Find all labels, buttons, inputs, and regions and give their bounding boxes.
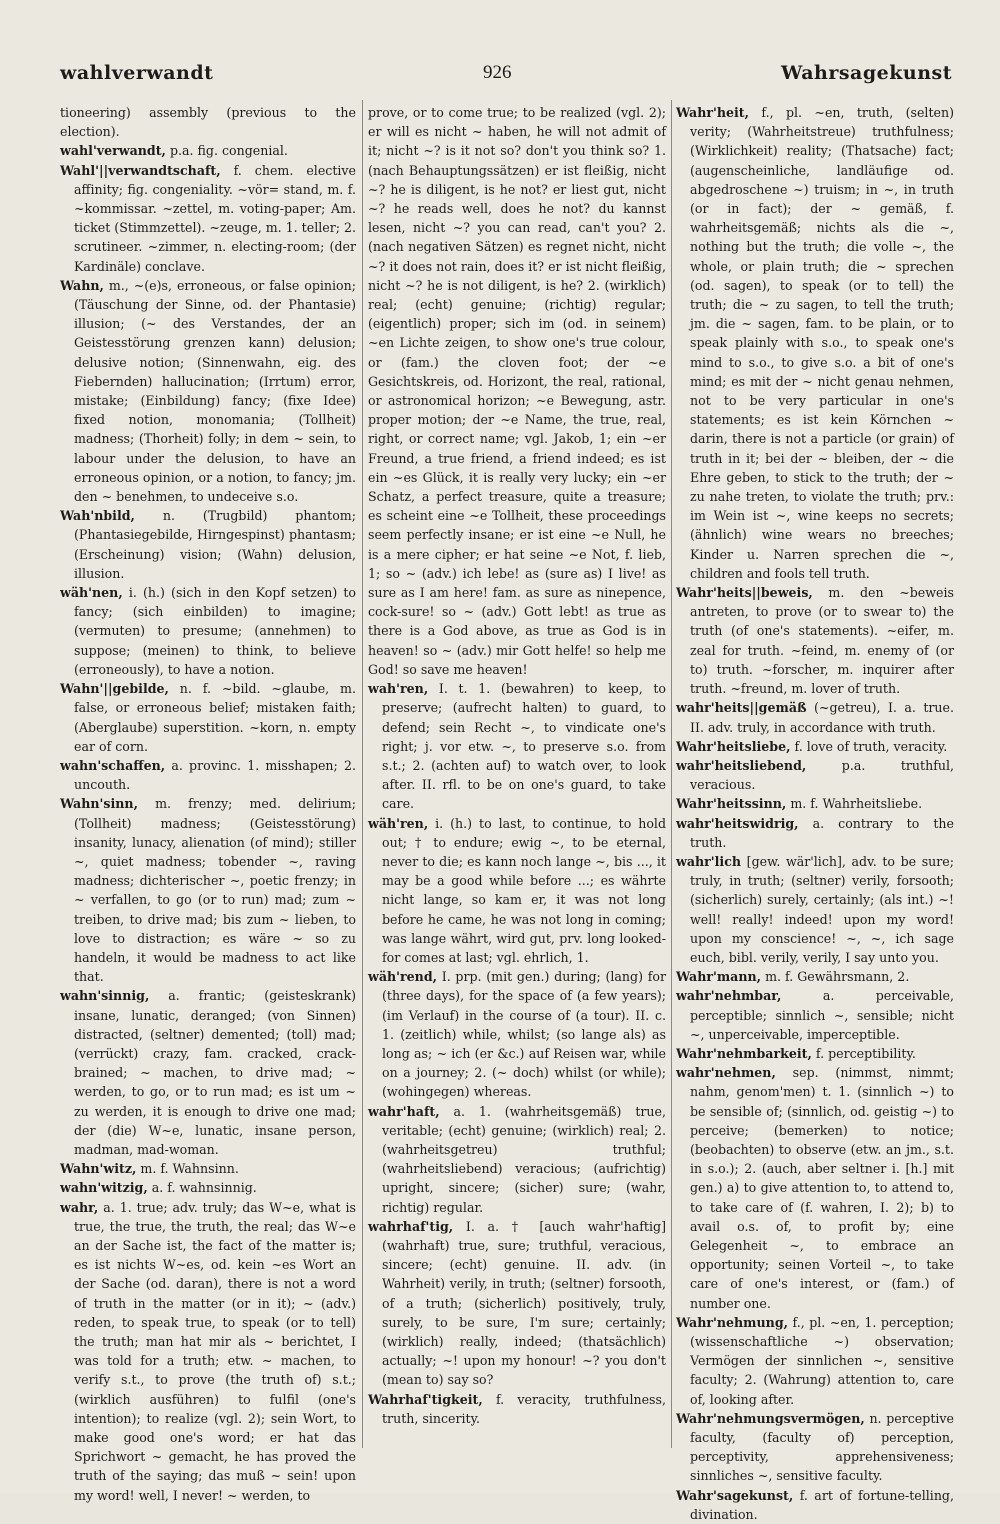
entry-headword: Wahn'witz,: [60, 1161, 137, 1177]
dictionary-entry: [676, 103, 954, 583]
entry-headword: Wahn'||gebilde,: [60, 681, 169, 697]
entry-definition: (~getreu), I. a. true. II. adv. truly, in accordance with truth.: [690, 700, 954, 735]
entry-headword: wahr'heits||gemäß: [676, 700, 807, 716]
dictionary-entry: [676, 737, 954, 756]
entry-headword: wahn'sinnig,: [60, 988, 150, 1004]
entry-headword: wahn'schaffen,: [60, 757, 166, 773]
entry-definition: sep. (nimmst, nimmt; nahm, genom'men) t. 1. (sinnlich ~) to be sensible of; (sinnlich, od. geistig ~) to perceive; (bemerken) to notice; (beobachten) to observe (etw. an jm., s.t. in s.o.); 2. (auch, aber seltner i. [h.] mit gen.) a) to give attention to, to attend to, to take care of (f. wahren, I. 2); b) to avail o.s. of, to profit by; eine Gelegenheit ~, to embrace an opportunity; seinen Vorteil ~, to take care of one's interest, or (fam.) of number one.: [690, 1065, 954, 1311]
dictionary-entry: [676, 583, 954, 698]
dictionary-entry: [60, 161, 356, 276]
entry-definition: m., ~(e)s, erroneous, or false opinion; (Täuschung der Sinne, od. der Phantasie) illusion; (~ des Verstandes, der an Geistesstörung grenzen kann) delusion; delusive notion; (Sinnenwahn, eig. des Fiebernden) hallucination; (Irrtum) error, mistake; (Einbildung) fancy; (fixe Idee) fixed notion, monomania; (Tollheit) madness; (Thorheit) folly; in dem ~ sein, to labour under the delusion, to have an erroneous opinion, or a notion, to fancy; jm. den ~ benehmen, to undeceive s.o.: [74, 277, 356, 505]
entry-headword: wahr'nehmen,: [676, 1065, 776, 1081]
entry-definition: a. f. wahnsinnig.: [151, 1180, 257, 1196]
column-divider: [671, 100, 672, 1448]
entry-definition: i. (h.) to last, to continue, to hold out; † to endure; ewig ~, to be eternal, never to die; es kann noch lange ~, bis ..., it may be a good while before ...; es währte nicht lange, so kam er, it was not long before he came, he was not long in coming; was lange währt, wird gut, prv. long looked-for comes at last; vgl. ehrlich, 1.: [382, 815, 666, 965]
entry-definition: a. perceivable, perceptible; sinnlich ~, sensible; nicht ~, unperceivable, imperceptible.: [690, 988, 954, 1042]
entry-headword: wäh'rend,: [368, 969, 438, 985]
dictionary-entry: [60, 506, 356, 583]
entry-definition: m. frenzy; med. delirium; (Tollheit) madness; (Geistesstörung) insanity, lunacy, alienation (of mind); stiller ~, quiet madness; tobender ~, raving madness; dichterischer ~, poetic frenzy; in ~ verfallen, to go (or to run) mad; zum ~ treiben, to drive mad; bis zum ~ lieben, to love to distraction; es wäre ~ so zu handeln, it would be madness to act like that.: [74, 796, 356, 985]
entry-headword: Wahn,: [60, 277, 104, 293]
entry-headword: Wahl'||verwandtschaft,: [60, 162, 221, 178]
dictionary-entry: [60, 103, 356, 141]
entry-headword: Wahr'heitssinn,: [676, 796, 787, 812]
dictionary-entry: [60, 679, 356, 756]
dictionary-entry: [676, 756, 954, 794]
entry-definition: f. chem. elective affinity; fig. congeniality. ~vör= stand, m. f. ~kommissar. ~zettel, m. voting-paper; Am. ticket (Stimmzettel). ~zeuge, m. 1. teller; 2. scrutineer. ~zimmer, n. electing-room; (der Kardinäle) conclave.: [74, 162, 356, 274]
entry-headword: wäh'nen,: [60, 585, 123, 601]
entry-definition: p.a. truthful, veracious.: [690, 757, 954, 793]
dictionary-entry: [60, 1178, 356, 1197]
entry-definition: a. 1. (wahrheitsgemäß) true, veritable; (echt) genuine; (wirklich) real; 2. (wahrheitsgetreu) truthful; (wahrheitsliebend) veracious; (aufrichtig) upright, sincere; (sicher) sure; (wahr, richtig) regular.: [382, 1103, 666, 1215]
entry-definition: a. 1. true; adv. truly; das W~e, what is true, the true, the truth, the real; das W~e an der Sache ist, the fact of the matter is; es ist nichts W~es, od. kein ~es Wort an der Sache (od. daran), there is not a word of truth in the matter (or in it); ~ (adv.) reden, to speak true, to speak (or to tell) the truth; man hat mir als ~ berichtet, I was told for a truth; etw. ~ machen, to verify s.t., to prove (the truth of) s.t.; (wirklich ausführen) to fulfil (one's intention); to realize (vgl. 2); sein Wort, to make good one's word; er hat das Sprichwort ~ gemacht, he has proved the truth of the saying; das muß ~ sein! upon my word! well, I never! ~ werden, to: [74, 1199, 356, 1503]
dictionary-entry: [676, 1486, 954, 1524]
entry-headword: Wahr'sagekunst,: [676, 1487, 794, 1503]
entry-headword: wahr'nehmbar,: [676, 988, 782, 1004]
dictionary-entry: [60, 986, 356, 1159]
dictionary-entry: [60, 276, 356, 506]
entry-definition: I. a. † [auch wahr'haftig] (wahrhaft) true, sure; truthful, veracious, sincere; (echt) genuine. II. adv. (in Wahrheit) verily, in truth; (seltner) forsooth, of a truth; (sicherlich) positively, truly, surely, to be sure, I'm sure; certainly; (wirklich) really, indeed; (thatsächlich) actually; ~! upon my honour! ~? you don't (mean to) say so?: [382, 1218, 666, 1388]
entry-definition: m. f. Wahrheitsliebe.: [790, 796, 923, 812]
dictionary-entry: [676, 698, 954, 736]
dictionary-entry: [60, 583, 356, 679]
entry-headword: wahl'verwandt,: [60, 143, 166, 159]
dictionary-entry: [368, 1390, 666, 1428]
entry-definition: I. prp. (mit gen.) during; (lang) for (three days), for the space of (a few years); (im Verlauf) in the course of (a tour). II. c. 1. (zeitlich) while, whilst; (so lange als) as long as; ~ ich (er &c.) auf Reisen war, while on a journey; 2. (~ doch) whilst (or while); (wohingegen) whereas.: [382, 969, 666, 1100]
entry-headword: wahr'heitswidrig,: [676, 815, 799, 831]
entry-headword: wahrhaf'tig,: [368, 1218, 454, 1234]
page-header: [60, 58, 952, 88]
entry-headword: Wahr'mann,: [676, 969, 762, 985]
entry-definition: m. f. Gewährsmann, 2.: [765, 969, 910, 985]
dictionary-entry: [368, 1217, 666, 1390]
column-left: [60, 103, 356, 1503]
entry-headword: Wahr'heitsliebe,: [676, 738, 791, 754]
entry-headword: wahr'lich: [676, 853, 742, 869]
dictionary-entry: [676, 814, 954, 852]
entry-definition: f. art of fortune-telling, divination.: [690, 1487, 954, 1522]
dictionary-entry: [676, 1313, 954, 1409]
entry-definition: n. f. ~bild. ~glaube, m. false, or erroneous belief; mistaken faith; (Aberglaube) superstition. ~korn, n. empty ear of corn.: [74, 681, 356, 754]
dictionary-entry: [676, 1409, 954, 1486]
left-running-head: wahlverwandt: [60, 62, 214, 84]
entry-definition: prove, or to come true; to be realized (vgl. 2); er will es nicht ~ haben, he will not admit of it; nicht ~? is it not so? don't you think so? 1. (nach Behauptungssätzen) er ist fleißig, nicht ~? he is diligent, is he not? er liest gut, nicht ~? he reads well, does he not? du kannst lesen, nicht ~? you can read, can't you? 2. (nach negativen Sätzen) es regnet nicht, nicht ~? it does not rain, does it? er ist nicht fleißig, nicht ~? he is not diligent, is he? 2. (wirklich) real; (echt) genuine; (richtig) regular; (eigentlich) proper; sich im (od. in seinem) ~en Lichte zeigen, to show one's true colour, or (fam.) the cloven foot; der ~e Gesichtskreis, od. Horizont, the real, rational, or astronomical horizon; ~e Bewegung, astr. proper motion; der ~e Name, the true, real, right, or correct name; vgl. Jakob, 1; ein ~er Freund, a true friend, a friend indeed; es ist ein ~es Glück, it is really very lucky; ein ~er Schatz, a perfect treasure, quite a treasure; es scheint eine ~e Tollheit, these proceedings seem perfectly insane; er ist eine ~e Null, he is a mere cipher; er hat seine ~e Not, f. lieb, 1; so ~ (adv.) ich lebe! as (sure as) I live! as sure as I am here! fam. as sure as ninepence, cock-sure! so ~ (adv.) Gott lebt! as true as there is a God above, as true as God is in heaven! so ~ (adv.) mir Gott helfe! so help me God! so save me heaven!: [368, 105, 666, 677]
dictionary-entry: [60, 794, 356, 986]
entry-headword: wahn'witzig,: [60, 1180, 148, 1196]
dictionary-entry: [676, 794, 954, 813]
entry-definition: a. provinc. 1. misshapen; 2. uncouth.: [74, 757, 356, 793]
entry-definition: f. veracity, truthfulness, truth, sincerity.: [382, 1391, 666, 1426]
column-right: [676, 103, 954, 1522]
dictionary-entry: [60, 141, 356, 160]
dictionary-entry: [676, 1063, 954, 1313]
entry-definition: m. f. Wahnsinn.: [140, 1161, 239, 1177]
entry-definition: p.a. fig. congenial.: [169, 143, 288, 159]
right-running-head: Wahrsagekunst: [781, 62, 952, 84]
entry-definition: n. perceptive faculty, (faculty of) perception, perceptivity, apprehensiveness; sinnliches ~, sensitive faculty.: [690, 1410, 954, 1484]
entry-headword: Wahr'nehmungsvermögen,: [676, 1410, 865, 1426]
entry-headword: wahr,: [60, 1199, 99, 1215]
entry-definition: [gew. wär'lich], adv. to be sure; truly, in truth; (seltner) verily, forsooth; (sicherlich) surely, certainly; (als int.) ~! well! really! indeed! upon my word! upon my conscience! ~, ~, ich sage euch, bibl. verily, verily, I say unto you.: [690, 853, 954, 965]
entry-definition: n. (Trugbild) phantom; (Phantasiegebilde, Hirngespinst) phantasm; (Erscheinung) vision; (Wahn) delusion, illusion.: [74, 508, 356, 581]
entry-headword: Wahr'nehmung,: [676, 1314, 789, 1330]
page-number: 926: [482, 62, 512, 83]
entry-headword: Wahn'sinn,: [60, 796, 138, 812]
dictionary-entry: [60, 756, 356, 794]
entry-headword: wah'ren,: [368, 681, 429, 697]
dictionary-entry: [368, 967, 666, 1101]
entry-headword: Wahr'heits||beweis,: [676, 585, 813, 601]
dictionary-entry: [368, 814, 666, 968]
entry-definition: f., pl. ~en, 1. perception; (wissenschaftliche ~) observation; Vermögen der sinnlichen ~, sensitive faculty; 2. (Wahrung) attention to, care of, looking after.: [690, 1314, 954, 1407]
entry-definition: i. (h.) (sich in den Kopf setzen) to fancy; (sich einbilden) to imagine; (vermuten) to presume; (annehmen) to suppose; (meinen) to think, to believe (erroneously), to have a notion.: [74, 585, 356, 677]
entry-definition: tioneering) assembly (previous to the election).: [60, 105, 356, 140]
entry-definition: a. contrary to the truth.: [690, 815, 954, 850]
dictionary-entry: [676, 1044, 954, 1063]
entry-headword: Wahr'heit,: [676, 105, 750, 120]
column-middle: [368, 103, 666, 1453]
entry-definition: f. perceptibility.: [815, 1045, 916, 1061]
entry-headword: wahr'heitsliebend,: [676, 757, 807, 773]
entry-headword: Wahr'nehmbarkeit,: [676, 1045, 812, 1061]
entry-headword: Wah'nbild,: [60, 508, 135, 524]
entry-definition: f., pl. ~en, truth, (selten) verity; (Wahrheitstreue) truthfulness; (Wirklichkeit) reality; (Thatsache) fact; (augenscheinliche, landläufige od. abgedroschene ~) truism; in ~, in truth (or in fact); der ~ gemäß, f. wahrheitsgemäß; nichts als die ~, nothing but the truth; die volle ~, the whole, or plain truth; die ~ sprechen (od. sagen), to speak (or to tell) the truth; die ~ zu sagen, to tell the truth; jm. die ~ sagen, fam. to be plain, or to speak plainly with s.o., to speak one's mind to s.o., to give s.o. a bit of one's mind; es mit der ~ nicht genau nehmen, not to be very particular in one's statements; es ist kein Körnchen ~ darin, there is not a particle (or grain) of truth in it; bei der ~ bleiben, der ~ die Ehre geben, to stick to the truth; der ~ zu nahe treten, to violate the truth; prv.: im Wein ist ~, wine keeps no secrets; (ähnlich) wine wears no breeches; Kinder u. Narren sprechen die ~, children and fools tell truth.: [690, 105, 954, 581]
dictionary-entry: [60, 1159, 356, 1178]
entry-definition: f. love of truth, veracity.: [794, 738, 948, 754]
column-divider: [362, 100, 363, 1448]
dictionary-entry: [368, 1102, 666, 1217]
entry-headword: wahr'haft,: [368, 1103, 440, 1119]
dictionary-entry: [368, 103, 666, 679]
entry-definition: m. den ~beweis antreten, to prove (or to swear to) the truth (of one's statements). ~eifer, m. zeal for truth. ~feind, m. enemy of (or to) truth. ~forscher, m. inquirer after truth. ~freund, m. lover of truth.: [690, 585, 954, 697]
dictionary-entry: [60, 1198, 356, 1505]
entry-definition: I. t. 1. (bewahren) to keep, to preserve; (aufrecht halten) to guard, to defend; sein Recht ~, to vindicate one's right; j. vor etw. ~, to preserve s.o. from s.t.; 2. (achten auf) to watch over, to look after. II. rfl. to be on one's guard, to take care.: [382, 681, 666, 812]
entry-definition: a. frantic; (geisteskrank) insane, lunatic, deranged; (von Sinnen) distracted, (seltner) demented; (toll) mad; (verrückt) crazy, fam. cracked, crack-brained; ~ machen, to drive mad; ~ werden, to go, or to run mad; es ist um ~ zu werden, it is enough to drive one mad; der (die) W~e, lunatic, insane person, madman, mad-woman.: [74, 988, 356, 1157]
entry-headword: wäh'ren,: [368, 815, 429, 831]
dictionary-entry: [676, 967, 954, 986]
entry-headword: Wahrhaf'tigkeit,: [368, 1391, 483, 1407]
dictionary-entry: [676, 852, 954, 967]
dictionary-entry: [368, 679, 666, 813]
dictionary-entry: [676, 986, 954, 1044]
